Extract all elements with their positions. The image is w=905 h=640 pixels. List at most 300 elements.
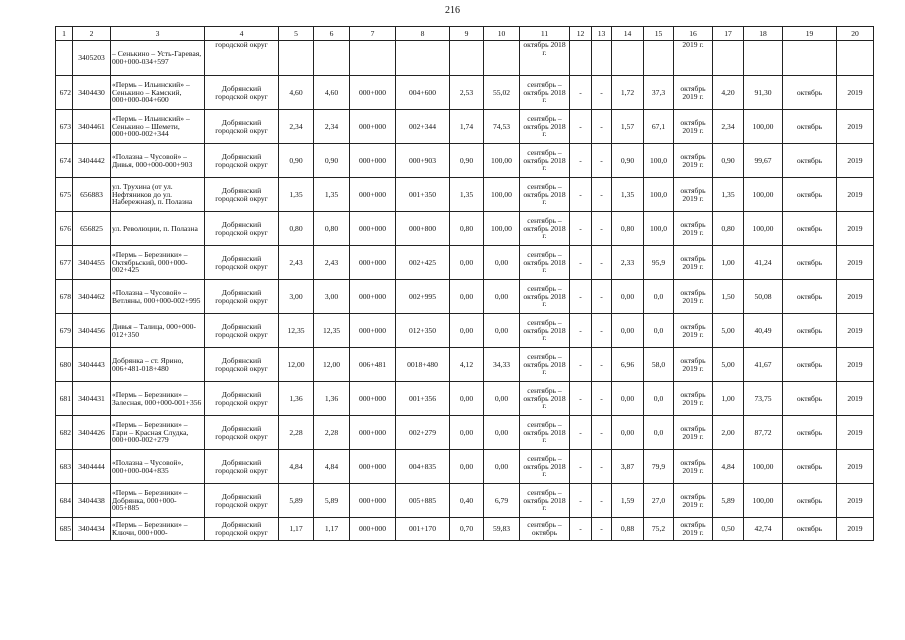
cell-done: 0,80	[450, 212, 484, 246]
cell-percent: 0,00	[484, 280, 520, 314]
cell-row-number: 677	[56, 246, 73, 280]
cell-name: «Пермь – Березники» – Залесная, 000+000-001+356	[111, 382, 205, 416]
cell-period: сентябрь – октябрь 2018 г.	[520, 246, 570, 280]
cell-name: «Пермь – Березники» – Гари – Красная Слудка, 000+000-002+279	[111, 416, 205, 450]
cell-district: Добрянский городской округ	[205, 212, 279, 246]
cell-deadline: октябрь 2019 г.	[674, 348, 713, 382]
cell-length-total: 1,36	[314, 382, 350, 416]
cell-length: 1,17	[279, 518, 314, 541]
cell-col15: 79,9	[644, 450, 674, 484]
cell-col15: 100,0	[644, 178, 674, 212]
cell-start-km: 000+000	[350, 484, 396, 518]
cell-district: Добрянский городской округ	[205, 144, 279, 178]
cell-col14: 0,00	[612, 416, 644, 450]
table-row	[56, 178, 874, 212]
cell-done: 1,35	[450, 178, 484, 212]
cell-col12: -	[570, 382, 592, 416]
cell-length-total: 4,60	[314, 76, 350, 110]
cell-name: ул. Революции, п. Полазна	[111, 212, 205, 246]
cell-col12: -	[570, 416, 592, 450]
cell-month: октябрь	[783, 484, 837, 518]
cell-name: «Полазна – Чусовой» – Ветляны, 000+000-002+995	[111, 280, 205, 314]
cell-col15: 75,2	[644, 518, 674, 541]
column-number: 16	[674, 27, 713, 41]
column-number: 14	[612, 27, 644, 41]
cell-code: 3404442	[73, 144, 111, 178]
cell-row-number: 673	[56, 110, 73, 144]
cell-start-km: 000+000	[350, 178, 396, 212]
cell-start-km: 000+000	[350, 76, 396, 110]
cell-col13: -	[592, 348, 612, 382]
column-number: 4	[205, 27, 279, 41]
cell-period: сентябрь – октябрь 2018 г.	[520, 450, 570, 484]
cell-done: 0,00	[450, 246, 484, 280]
roads-table	[55, 26, 874, 541]
cell-col14: 1,57	[612, 110, 644, 144]
column-number: 5	[279, 27, 314, 41]
table-row	[56, 450, 874, 484]
cell-col15: 0,0	[644, 416, 674, 450]
cell-col13: -	[592, 76, 612, 110]
cell-code: 656825	[73, 212, 111, 246]
cell-row-number: 683	[56, 450, 73, 484]
cell-month: октябрь	[783, 450, 837, 484]
cell-length: 0,80	[279, 212, 314, 246]
cell-percent: 0,00	[484, 314, 520, 348]
column-number: 11	[520, 27, 570, 41]
cell-col15: 58,0	[644, 348, 674, 382]
cell-col18: 99,67	[744, 144, 783, 178]
cell-name: «Пермь – Ильинский» – Сенькино – Камский, 000+000-004+600	[111, 76, 205, 110]
cell-length: 0,90	[279, 144, 314, 178]
cell-col18: 91,30	[744, 76, 783, 110]
cell-col18: 100,00	[744, 484, 783, 518]
cell-length: 12,35	[279, 314, 314, 348]
cell-end-km: 012+350	[396, 314, 450, 348]
cell-name: «Пермь – Березники» – Ключи, 000+000-	[111, 518, 205, 541]
cell-length-total: 4,84	[314, 450, 350, 484]
cell-deadline: октябрь 2019 г.	[674, 314, 713, 348]
cell-length-total: 2,43	[314, 246, 350, 280]
cell-month: октябрь	[783, 178, 837, 212]
table-row	[56, 76, 874, 110]
cell-col13: -	[592, 178, 612, 212]
cell-col13: -	[592, 246, 612, 280]
cell-name: «Пермь – Березники» – Добрянка, 000+000-005+885	[111, 484, 205, 518]
cell-period: сентябрь – октябрь 2018 г.	[520, 416, 570, 450]
table-row	[56, 280, 874, 314]
cell-start-km: 000+000	[350, 246, 396, 280]
column-number: 6	[314, 27, 350, 41]
cell-col18: 100,00	[744, 178, 783, 212]
cell-name: «Полазна – Чусовой» – Дивья, 000+000-000+903	[111, 144, 205, 178]
cell-col12: -	[570, 484, 592, 518]
cell-end-km: 005+885	[396, 484, 450, 518]
cell-row-number: 680	[56, 348, 73, 382]
cell-col17: 0,80	[713, 212, 744, 246]
cell-end-km: 002+344	[396, 110, 450, 144]
cell-start-km: 000+000	[350, 382, 396, 416]
cell-col14: 3,87	[612, 450, 644, 484]
cell-code: 3405203	[73, 41, 111, 76]
cell-year: 2019	[837, 450, 874, 484]
cell-length: 4,60	[279, 76, 314, 110]
cell-month: октябрь	[783, 382, 837, 416]
cell-percent: 34,33	[484, 348, 520, 382]
cell-deadline: октябрь 2019 г.	[674, 178, 713, 212]
table-row	[56, 144, 874, 178]
cell-col12: -	[570, 450, 592, 484]
cell-month: октябрь	[783, 246, 837, 280]
cell-period: сентябрь – октябрь 2018 г.	[520, 76, 570, 110]
cell-col14: 0,90	[612, 144, 644, 178]
table-row	[56, 518, 874, 541]
cell-period: сентябрь – октябрь 2018 г.	[520, 178, 570, 212]
cell-code: 3404461	[73, 110, 111, 144]
column-number: 19	[783, 27, 837, 41]
table-row	[56, 110, 874, 144]
cell-deadline: октябрь 2019 г.	[674, 144, 713, 178]
table-row	[56, 348, 874, 382]
cell-period: сентябрь – октябрь 2018 г.	[520, 212, 570, 246]
cell-year: 2019	[837, 76, 874, 110]
cell-length-total: 1,35	[314, 178, 350, 212]
cell-row-number: 681	[56, 382, 73, 416]
cell-end-km: 004+835	[396, 450, 450, 484]
cell-row-number: 675	[56, 178, 73, 212]
cell-col13: -	[592, 314, 612, 348]
cell-percent: 59,83	[484, 518, 520, 541]
cell-col13: -	[592, 110, 612, 144]
cell-start-km: 000+000	[350, 212, 396, 246]
cell-code: 656883	[73, 178, 111, 212]
cell-deadline: октябрь 2019 г.	[674, 416, 713, 450]
cell-district: Добрянский городской округ	[205, 246, 279, 280]
column-number: 17	[713, 27, 744, 41]
cell-col13: -	[592, 382, 612, 416]
cell-year: 2019	[837, 212, 874, 246]
cell-percent: 0,00	[484, 416, 520, 450]
cell-start-km: 000+000	[350, 314, 396, 348]
cell-end-km: 004+600	[396, 76, 450, 110]
cell-year: 2019	[837, 178, 874, 212]
cell-name: Дивья – Талица, 000+000-012+350	[111, 314, 205, 348]
cell-period: сентябрь – октябрь 2018 г.	[520, 144, 570, 178]
cell-district: Добрянский городской округ	[205, 76, 279, 110]
cell-col15: 100,0	[644, 212, 674, 246]
cell-start-km: 000+000	[350, 450, 396, 484]
table-row	[56, 246, 874, 280]
cell-row-number: 679	[56, 314, 73, 348]
cell-month: октябрь	[783, 280, 837, 314]
cell-col14: 0,80	[612, 212, 644, 246]
cell-col18: 100,00	[744, 212, 783, 246]
cell-deadline: 2019 г.	[674, 41, 713, 76]
cell-col12: -	[570, 76, 592, 110]
cell-col12: -	[570, 314, 592, 348]
cell-percent: 55,02	[484, 76, 520, 110]
cell-percent: 100,00	[484, 178, 520, 212]
cell-length-total: 12,00	[314, 348, 350, 382]
cell-name: «Полазна – Чусовой», 000+000-004+835	[111, 450, 205, 484]
cell-length-total: 2,28	[314, 416, 350, 450]
cell-row-number: 684	[56, 484, 73, 518]
cell-code: 3404444	[73, 450, 111, 484]
cell-code: 3404456	[73, 314, 111, 348]
cell-col18: 42,74	[744, 518, 783, 541]
cell-col17: 5,00	[713, 348, 744, 382]
cell-district: Добрянский городской округ	[205, 178, 279, 212]
column-number: 7	[350, 27, 396, 41]
column-number: 3	[111, 27, 205, 41]
cell-col12: -	[570, 518, 592, 541]
column-number: 15	[644, 27, 674, 41]
cell-deadline: октябрь 2019 г.	[674, 484, 713, 518]
cell-start-km: 000+000	[350, 518, 396, 541]
table-body	[56, 41, 874, 541]
cell-name: «Пермь – Ильинский» – Сенькино – Шемети, 000+000-002+344	[111, 110, 205, 144]
cell-col18: 50,08	[744, 280, 783, 314]
cell-month: октябрь	[783, 76, 837, 110]
cell-period: сентябрь – октябрь 2018 г.	[520, 280, 570, 314]
cell-year: 2019	[837, 484, 874, 518]
cell-row-number: 685	[56, 518, 73, 541]
cell-col13: -	[592, 416, 612, 450]
cell-col15: 0,0	[644, 280, 674, 314]
cell-year: 2019	[837, 416, 874, 450]
cell-length: 1,35	[279, 178, 314, 212]
cell-start-km: 000+000	[350, 144, 396, 178]
cell-district: Добрянский городской округ	[205, 518, 279, 541]
cell-length-total: 5,89	[314, 484, 350, 518]
cell-col15: 37,3	[644, 76, 674, 110]
cell-end-km: 001+356	[396, 382, 450, 416]
cell-col17: 4,20	[713, 76, 744, 110]
cell-col17: 1,00	[713, 246, 744, 280]
cell-col17: 5,89	[713, 484, 744, 518]
column-number-row	[56, 27, 874, 41]
cell-col14: 0,00	[612, 382, 644, 416]
cell-period: сентябрь – октябрь 2018 г.	[520, 484, 570, 518]
cell-start-km: 000+000	[350, 110, 396, 144]
cell-length-total: 2,34	[314, 110, 350, 144]
cell-col14: 1,72	[612, 76, 644, 110]
cell-length: 2,34	[279, 110, 314, 144]
cell-percent: 0,00	[484, 450, 520, 484]
column-number: 8	[396, 27, 450, 41]
cell-col13: -	[592, 518, 612, 541]
cell-col17: 0,90	[713, 144, 744, 178]
cell-month: октябрь	[783, 144, 837, 178]
column-number: 20	[837, 27, 874, 41]
cell-district: Добрянский городской округ	[205, 110, 279, 144]
cell-col17: 2,34	[713, 110, 744, 144]
cell-col18: 41,24	[744, 246, 783, 280]
cell-year: 2019	[837, 144, 874, 178]
cell-code: 3404443	[73, 348, 111, 382]
cell-col12: -	[570, 144, 592, 178]
cell-col18: 100,00	[744, 110, 783, 144]
cell-col17: 1,35	[713, 178, 744, 212]
cell-done: 1,74	[450, 110, 484, 144]
cell-code: 3404455	[73, 246, 111, 280]
cell-district: Добрянский городской округ	[205, 416, 279, 450]
cell-year: 2019	[837, 110, 874, 144]
cell-done: 0,00	[450, 382, 484, 416]
cell-year: 2019	[837, 348, 874, 382]
cell-col13: -	[592, 450, 612, 484]
cell-col15: 27,0	[644, 484, 674, 518]
cell-code: 3404462	[73, 280, 111, 314]
cell-month: октябрь	[783, 110, 837, 144]
cell-length: 5,89	[279, 484, 314, 518]
column-number: 13	[592, 27, 612, 41]
cell-row-number: 672	[56, 76, 73, 110]
column-number: 12	[570, 27, 592, 41]
cell-month: октябрь	[783, 416, 837, 450]
table-row	[56, 212, 874, 246]
cell-month: октябрь	[783, 212, 837, 246]
cell-code: 3404431	[73, 382, 111, 416]
column-number: 18	[744, 27, 783, 41]
cell-percent: 6,79	[484, 484, 520, 518]
cell-done: 0,00	[450, 416, 484, 450]
cell-col13: -	[592, 484, 612, 518]
cell-end-km: 001+350	[396, 178, 450, 212]
cell-district: Добрянский городской округ	[205, 348, 279, 382]
cell-deadline: октябрь 2019 г.	[674, 450, 713, 484]
cell-col13: -	[592, 144, 612, 178]
cell-col17: 5,00	[713, 314, 744, 348]
cell-year: 2019	[837, 246, 874, 280]
cell-end-km: 000+903	[396, 144, 450, 178]
cell-col18: 73,75	[744, 382, 783, 416]
cell-district: Добрянский городской округ	[205, 382, 279, 416]
cell-length-total: 1,17	[314, 518, 350, 541]
cell-col17: 0,50	[713, 518, 744, 541]
cell-percent: 0,00	[484, 382, 520, 416]
cell-percent: 100,00	[484, 212, 520, 246]
cell-col15: 100,0	[644, 144, 674, 178]
cell-done: 0,00	[450, 280, 484, 314]
cell-done: 0,90	[450, 144, 484, 178]
cell-length: 4,84	[279, 450, 314, 484]
cell-period: сентябрь – октябрь 2018 г.	[520, 314, 570, 348]
cell-deadline: октябрь 2019 г.	[674, 518, 713, 541]
cell-done: 2,53	[450, 76, 484, 110]
cell-district: Добрянский городской округ	[205, 450, 279, 484]
cell-col17: 1,00	[713, 382, 744, 416]
cell-col12: -	[570, 348, 592, 382]
cell-col14: 1,35	[612, 178, 644, 212]
cell-length-total: 0,90	[314, 144, 350, 178]
cell-district: Добрянский городской округ	[205, 280, 279, 314]
cell-district: Добрянский городской округ	[205, 314, 279, 348]
cell-end-km: 002+425	[396, 246, 450, 280]
cell-deadline: октябрь 2019 г.	[674, 110, 713, 144]
table-row	[56, 484, 874, 518]
cell-deadline: октябрь 2019 г.	[674, 280, 713, 314]
table-row	[56, 416, 874, 450]
cell-code: 3404426	[73, 416, 111, 450]
cell-percent: 0,00	[484, 246, 520, 280]
cell-col18: 100,00	[744, 450, 783, 484]
cell-col12: -	[570, 178, 592, 212]
cell-length: 1,36	[279, 382, 314, 416]
cell-name: Добрянка – ст. Ярино, 006+481-018+480	[111, 348, 205, 382]
cell-end-km: 000+800	[396, 212, 450, 246]
cell-length: 2,43	[279, 246, 314, 280]
cell-deadline: октябрь 2019 г.	[674, 212, 713, 246]
cell-col13: -	[592, 280, 612, 314]
cell-col15: 0,0	[644, 314, 674, 348]
cell-col14: 6,96	[612, 348, 644, 382]
cell-length-total: 3,00	[314, 280, 350, 314]
cell-done: 0,70	[450, 518, 484, 541]
cell-percent: 100,00	[484, 144, 520, 178]
cell-end-km: 002+279	[396, 416, 450, 450]
cell-start-km: 006+481	[350, 348, 396, 382]
cell-row-number: 682	[56, 416, 73, 450]
cell-period: сентябрь – октябрь	[520, 518, 570, 541]
cell-name: – Сенькино – Усть-Гаревая, 000+000-034+597	[111, 41, 205, 76]
cell-length: 12,00	[279, 348, 314, 382]
cell-deadline: октябрь 2019 г.	[674, 246, 713, 280]
cell-col12: -	[570, 110, 592, 144]
cell-col14: 1,59	[612, 484, 644, 518]
cell-col17: 4,84	[713, 450, 744, 484]
cell-end-km: 002+995	[396, 280, 450, 314]
table-row	[56, 382, 874, 416]
cell-col18: 87,72	[744, 416, 783, 450]
cell-length-total: 12,35	[314, 314, 350, 348]
cell-deadline: октябрь 2019 г.	[674, 382, 713, 416]
cell-col18: 40,49	[744, 314, 783, 348]
column-number: 1	[56, 27, 73, 41]
cell-col14: 0,88	[612, 518, 644, 541]
cell-col14: 0,00	[612, 314, 644, 348]
cell-length: 2,28	[279, 416, 314, 450]
cell-period: сентябрь – октябрь 2018 г.	[520, 382, 570, 416]
cell-start-km: 000+000	[350, 416, 396, 450]
cell-code: 3404438	[73, 484, 111, 518]
cell-col17: 2,00	[713, 416, 744, 450]
cell-year: 2019	[837, 518, 874, 541]
cell-month: октябрь	[783, 348, 837, 382]
column-number: 9	[450, 27, 484, 41]
cell-col15: 95,9	[644, 246, 674, 280]
cell-percent: 74,53	[484, 110, 520, 144]
cell-done: 0,00	[450, 314, 484, 348]
cell-length: 3,00	[279, 280, 314, 314]
cell-col15: 0,0	[644, 382, 674, 416]
cell-year: 2019	[837, 382, 874, 416]
cell-row-number: 678	[56, 280, 73, 314]
cell-code: 3404430	[73, 76, 111, 110]
cell-period: октябрь 2018 г.	[520, 41, 570, 76]
cell-col15: 67,1	[644, 110, 674, 144]
cell-col14: 0,00	[612, 280, 644, 314]
table-row	[56, 314, 874, 348]
cell-col13: -	[592, 212, 612, 246]
cell-row-number: 676	[56, 212, 73, 246]
cell-done: 4,12	[450, 348, 484, 382]
cell-name: ул. Трухина (от ул. Нефтяников до ул. Набережная), п. Полазна	[111, 178, 205, 212]
cell-col12: -	[570, 212, 592, 246]
cell-period: сентябрь – октябрь 2018 г.	[520, 110, 570, 144]
cell-month: октябрь	[783, 314, 837, 348]
cell-end-km: 001+170	[396, 518, 450, 541]
